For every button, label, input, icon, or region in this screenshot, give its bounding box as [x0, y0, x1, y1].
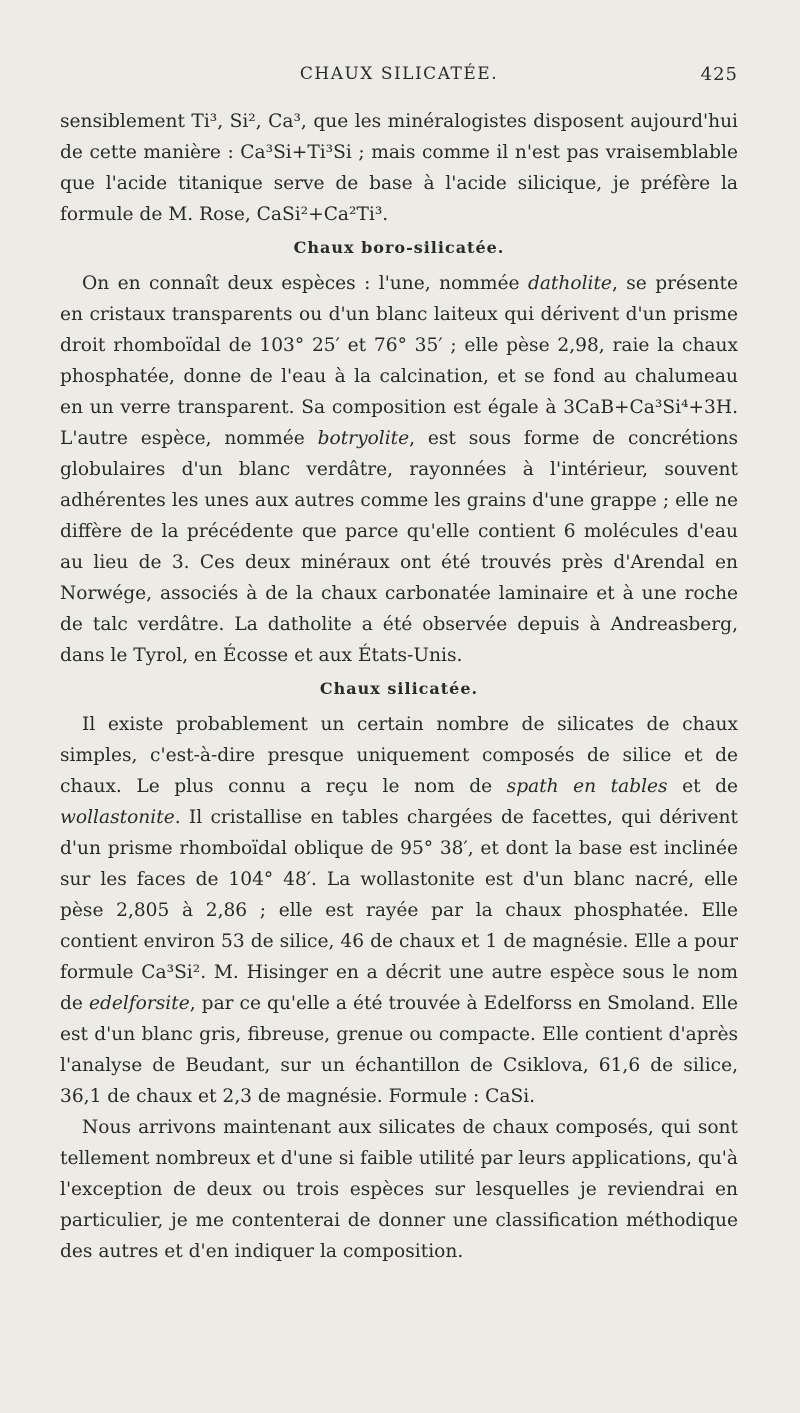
section-heading-silicatee: Chaux silicatée. — [319, 679, 479, 698]
paragraph-text: , par ce qu'elle a été trouvée à Edelforss en Smoland. Elle est d'un blanc gris, fibreuse, grenue ou compacte. Elle contient d'après l'analyse de Beudant, sur un échantillon de Csiklova, 61,6 de silice, 36,1 de chaux et 2,3 de magnésie. Formule : CaSi. — [60, 993, 739, 1107]
paragraph-text: et de — [667, 776, 738, 797]
paragraph-text: , est sous forme de concrétions globulaires d'un blanc verdâtre, rayonnées à l'intérieur, souvent adhérentes les unes aux autres comme les grains d'une grappe ; elle ne diffère de la précédente que parce qu'elle contient 6 molécules d'eau au lieu de 3. Ces deux minéraux ont été trouvés près d'Arendal en Norwége, associés à de la chaux carbonatée laminaire et à une roche de talc verdâtre. La datholite a été observée depuis à Andreasberg, dans le Tyrol, en Écosse et aux États-Unis. — [60, 428, 738, 666]
paragraph-text: Nous arrivons maintenant aux silicates de chaux composés, qui sont tellement nombreux et d'une si faible utilité par leurs applications, qu'à l'exception de deux ou trois espèces sur lesquelles je reviendrai en particulier, je me contenterai de donner une classification méthodique des autres et d'en indiquer la composition. — [60, 1117, 738, 1262]
term-edelforsite: edelforsite — [88, 993, 190, 1014]
page-header — [60, 64, 738, 94]
paragraph-wollastonite — [60, 709, 738, 1112]
paragraph-datholite — [60, 268, 738, 671]
page-number: 425 — [700, 64, 738, 85]
section-heading-boro-silicatee: Chaux boro-silicatée. — [293, 238, 505, 257]
term-botryolite: botryolite — [317, 428, 410, 449]
term-spath-en-tables: spath en tables — [506, 776, 668, 797]
paragraph-text: sensiblement Ti³, Si², Ca³, que les minéralogistes disposent aujourd'hui de cette manière : Ca³Si+Ti³Si ; mais comme il n'est pas vraisemblable que l'acide titanique serve de base à l'acide silicique, je préfère la formule de M. Rose, CaSi²+Ca²Ti³. — [60, 111, 738, 225]
paragraph-continuation — [60, 106, 738, 230]
paragraph-text: On en connaît deux espèces : l'une, nommée — [82, 273, 528, 294]
paragraph-text: , se présente en cristaux transparents ou d'un blanc laiteux qui dérivent d'un prisme droit rhomboïdal de 103° 25′ et 76° 35′ ; elle pèse 2,98, raie la chaux phosphatée, donne de l'eau à la calcination, et se fond au chalumeau en un verre transparent. Sa composition est égale à 3CaB+Ca³Si⁴+3H. L'autre espèce, nommée — [60, 273, 738, 449]
body-text — [60, 106, 738, 1267]
term-datholite: datholite — [527, 273, 612, 294]
running-title: CHAUX SILICATÉE. — [299, 64, 499, 84]
paragraph-text: Il existe probablement un certain nombre de silicates de chaux simples, c'est-à-dire presque uniquement composés de silice et de chaux. Le plus connu a reçu le nom de — [60, 714, 738, 797]
paragraph-text: . Il cristallise en tables chargées de facettes, qui dérivent d'un prisme rhomboïdal oblique de 95° 38′, et dont la base est inclinée sur les faces de 104° 48′. La wollastonite est d'un blanc nacré, elle pèse 2,805 à 2,86 ; elle est rayée par la chaux phosphatée. Elle contient environ 53 de silice, 46 de chaux et 1 de magnésie. Elle a pour formule Ca³Si². M. Hisinger en a décrit une autre espèce sous le nom de — [60, 807, 738, 1014]
paragraph-composes — [60, 1112, 738, 1267]
term-wollastonite: wollastonite — [60, 807, 175, 828]
